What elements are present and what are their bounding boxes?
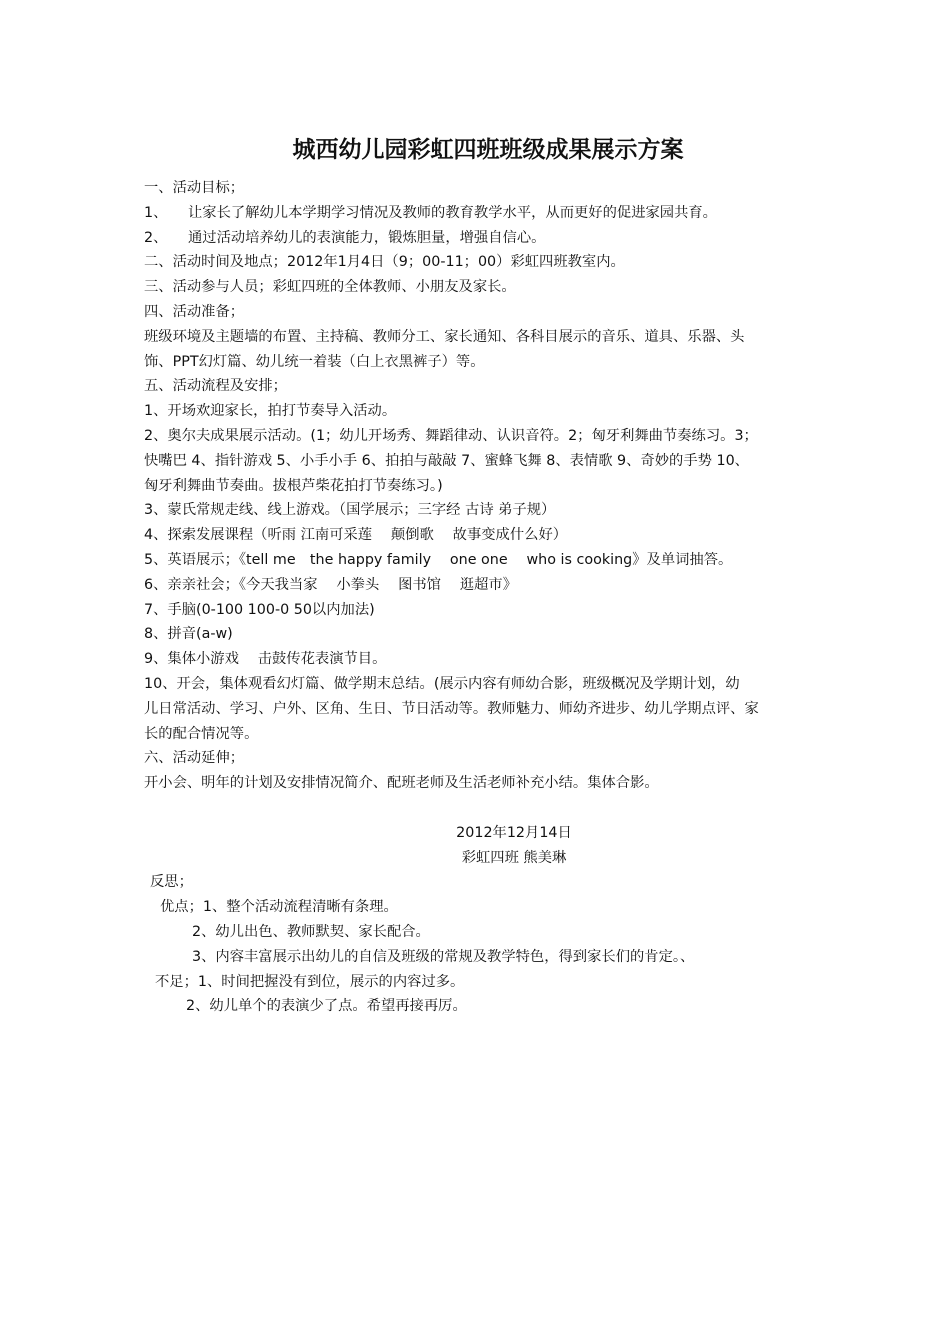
list-text: 让家长了解幼儿本学期学习情况及教师的教育教学水平，从而更好的促进家园共育。 (188, 204, 717, 221)
reflection-cons-2: 2、幼儿单个的表演少了点。希望再接再厉。 (186, 998, 467, 1015)
list-number: 1、 (144, 204, 168, 221)
list-text: 通过活动培养幼儿的表演能力，锻炼胆量，增强自信心。 (188, 229, 546, 246)
document-title: 城西幼儿园彩虹四班班级成果展示方案 (292, 137, 684, 163)
document-body (144, 176, 824, 1019)
section-1-heading: 一、活动目标； (144, 180, 245, 196)
section-6-text: 开小会、明年的计划及安排情况简介、配班老师及生活老师补充小结。集体合影。 (144, 775, 659, 792)
section-5-item-1: 1、开场欢迎家长，拍打节奏导入活动。 (144, 403, 397, 420)
reflection-pros-1: 优点；1、整个活动流程清晰有条理。 (160, 899, 398, 916)
reflection-heading: 反思； (150, 874, 193, 891)
section-5-item-10-line-2: 儿日常活动、学习、户外、区角、生日、节日活动等。教师魅力、师幼齐进步、幼儿学期点评、家 (144, 700, 759, 717)
signature-author: 彩虹四班 熊美琳 (461, 849, 567, 866)
section-1-item-2 (144, 226, 824, 251)
section-5-item-5: 5、英语展示；《tell me the happy family one one who is cooking》及单词抽答。 (144, 551, 733, 568)
section-4-heading: 四、活动准备； (144, 303, 245, 320)
section-5-item-2-line-1: 2、奥尔夫成果展示活动。(1；幼儿开场秀、舞蹈律动、认识音符。2；匈牙利舞曲节奏练习。3； (144, 427, 758, 444)
reflection-cons-1: 不足；1、时间把握没有到位，展示的内容过多。 (155, 973, 465, 990)
section-5-item-10-line-3: 长的配合情况等。 (144, 725, 259, 742)
section-4-line-2: 饰、PPT幻灯篇、幼儿统一着装（白上衣黑裤子）等。 (144, 353, 485, 370)
section-5-item-2-line-2: 快嘴巴 4、指针游戏 5、小手小手 6、拍拍与敲敲 7、蜜蜂飞舞 8、表情歌 9、奇妙的手势 10、 (144, 452, 749, 469)
section-5-item-2-line-3: 匈牙利舞曲节奏曲。拔根芦柴花拍打节奏练习。) (144, 477, 443, 494)
section-4-line-1: 班级环境及主题墙的布置、主持稿、教师分工、家长通知、各科目展示的音乐、道具、乐器、头 (144, 328, 745, 345)
signature-date: 2012年12月14日 (456, 824, 572, 841)
section-5-item-8: 8、拼音(a-w) (144, 626, 233, 643)
section-5-item-10-line-1: 10、开会，集体观看幻灯篇、做学期末总结。(展示内容有师幼合影，班级概况及学期计划，幼 (144, 675, 740, 692)
reflection-pros-3: 3、内容丰富展示出幼儿的自信及班级的常规及教学特色，得到家长们的肯定。、 (192, 948, 695, 965)
section-5-item-6: 6、亲亲社会；《今天我当家 小拳头 图书馆 逛超市》 (144, 576, 517, 593)
section-3: 三、活动参与人员；彩虹四班的全体教师、小朋友及家长。 (144, 279, 516, 296)
section-2: 二、活动时间及地点；2012年1月4日（9；00-11；00）彩虹四班教室内。 (144, 254, 625, 271)
section-5-heading: 五、活动流程及安排； (144, 378, 287, 395)
section-5-item-7: 7、手脑(0-100 100-0 50以内加法) (144, 601, 375, 618)
spacer (144, 796, 824, 821)
reflection-pros-2: 2、幼儿出色、教师默契、家长配合。 (192, 923, 430, 940)
section-5-item-3: 3、蒙氏常规走线、线上游戏。（国学展示；三字经 古诗 弟子规） (144, 502, 556, 519)
section-1-item-1 (144, 201, 824, 226)
section-5-item-9: 9、集体小游戏 击鼓传花表演节目。 (144, 651, 387, 668)
section-5-item-4: 4、探索发展课程（听雨 江南可采莲 颠倒歌 故事变成什么好） (144, 527, 568, 544)
list-number: 2、 (144, 229, 168, 246)
section-6-heading: 六、活动延伸； (144, 750, 245, 767)
